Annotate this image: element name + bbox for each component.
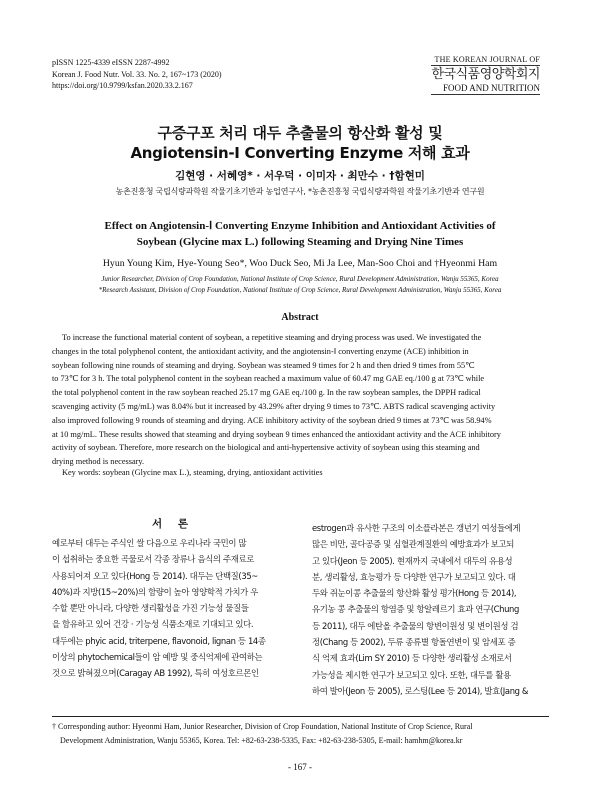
body-column-right [312, 520, 549, 699]
citation: Korean J. Food Nutr. Vol. 33. No. 2, 167~173 (2020) [52, 69, 222, 79]
title-korean [0, 123, 600, 163]
body-line: estrogen과 유사한 구조의 이소플라본은 갱년기 여성들에게 [312, 523, 521, 533]
affiliation-line: Junior Researcher, Division of Crop Foundation, National Institute of Crop Science, Rural Development Administration, Wanju 55365, Korea [101, 275, 499, 283]
abstract-line: the total polyphenol content in the raw soybean reached 25.17 mg GAE eq./100 g. In the raw soybean samples, the DPPH radical [52, 388, 481, 398]
journal-name-kr: 한국식품영양학회지 [431, 67, 540, 82]
corresponding-author-note [52, 720, 549, 747]
body-line: 사용되어져 오고 있다(Hong 등 2014). 대두는 단백질(35~ [52, 570, 258, 581]
journal-logo [431, 55, 540, 96]
abstract-line: changes in the total polyphenol content, the antioxidant activity, and the angiotensin-Ⅰ converting enzyme (ACE) inhibition in [52, 346, 469, 356]
body-line: 40%)과 지방(15~20%)의 함량이 높아 영양학적 가치가 우 [52, 586, 258, 597]
authors-korean: 김현영 · 서혜영* · 서우덕 · 이미자 · 최만수 · †함현미 [175, 170, 425, 182]
abstract-line: also improved following 9 rounds of steaming and drying. ACE inhibitory activity of the soybean dried 9 times at 73℃ was 58.94% [52, 415, 492, 425]
abstract-line: soybean following nine rounds of steaming and drying. Soybean was steamed 9 times for 2 h and then dried 9 times from 55℃ [52, 360, 475, 370]
footnote-line: Development Administration, Wanju 55365, Korea. Tel: +82-63-238-5335, Fax: +82-63-238-5305, E-mail: hamhm@korea.kr [60, 735, 463, 745]
body-line: 이 섭취하는 중요한 곡물로서 각종 장류나 음식의 주재료로 [52, 554, 254, 565]
body-line: 많은 비만, 골다공증 및 심혈관계질환의 예방효과가 보고되 [312, 539, 514, 550]
abstract-body [52, 331, 549, 469]
body-line: 것으로 밝혀졌으며(Caragay AB 1992), 특히 여성호르몬인 [52, 668, 259, 679]
abstract-line: to 73℃ for 3 h. The total polyphenol content in the soybean reached a maximum value of 60.47 mg GAE eq./100 g at 73℃ while [52, 374, 485, 384]
body-line: 대두에는 phyic acid, triterpene, flavonoid, lignan 등 14종 [52, 635, 266, 646]
abstract-line: To increase the functional material content of soybean, a repetitive steaming and drying process was used. We investigated the [62, 333, 482, 342]
body-line: 정(Chang 등 2002), 두류 종류별 항돌연변이 및 암세포 증 [312, 637, 516, 648]
citation-block [52, 57, 222, 92]
body-line: 고 있다(Jeon 등 2005). 현재까지 국내에서 대두의 유용성 [312, 555, 513, 566]
body-line: 식 억제 효과(Lim SY 2010) 등 다양한 생리활성 소재로서 [312, 653, 512, 664]
title-en-line: Effect on Angiotensin-Ⅰ Converting Enzyme Inhibition and Antioxidant Activities of [104, 220, 496, 232]
body-line: 하여 발아(Jeon 등 2005), 로스팅(Lee 등 2014), 발효(Jang & [312, 685, 529, 696]
body-line: 유기농 콩 추출물의 항염증 및 항알레르기 효과 연구(Chung [312, 604, 519, 615]
journal-name-en-bottom: FOOD AND NUTRITION [443, 83, 540, 93]
section-heading-introduction: 서 론 [152, 518, 194, 530]
body-line: 분, 생리활성, 효능평가 등 다양한 연구가 보고되고 있다. 대 [312, 571, 516, 582]
body-line: 수할 뿐만 아니라, 다양한 생리활성을 가진 기능성 물질들 [52, 603, 249, 614]
title-en-line: Soybean (Glycine max L.) following Steaming and Drying Nine Times [136, 236, 464, 248]
issn: pISSN 1225-4339 eISSN 2287-4992 [52, 58, 170, 67]
affiliation-line: *Research Assistant, Division of Crop Foundation, National Institute of Crop Science, Rural Development Administration, Wanju 55365, Korea [98, 285, 502, 294]
abstract-line: activity of soybean. Therefore, more research on the biological and anti-hypertensive activity of soybean using this steaming and [52, 443, 480, 453]
body-line: 가능성을 제시한 연구가 보고되고 있다. 또한, 대두를 활용 [312, 669, 511, 680]
affiliation-korean: 농촌진흥청 국립식량과학원 작물기초기반과 농업연구사, *농촌진흥청 국립식량과학원 작물기초기반과 연구원 [115, 187, 485, 196]
body-line: 을 함유하고 있어 건강 · 기능성 식품소재로 기대되고 있다. [52, 619, 254, 630]
title-english [50, 218, 550, 250]
journal-name-en-top: THE KOREAN JOURNAL OF [434, 55, 540, 64]
keywords: Key words: soybean (Glycine max L.), steaming, drying, antioxidant activities [62, 468, 323, 477]
abstract-line: drying method is necessary. [52, 457, 145, 467]
affiliation-english [0, 274, 600, 295]
body-line: 두와 쥐눈이콩 추출물의 항산화 활성 평가(Hong 등 2014), [312, 588, 517, 599]
title-kr-line: Angiotensin-Ⅰ Converting Enzyme 저해 효과 [130, 144, 470, 162]
footnote-divider [52, 716, 549, 717]
abstract-line: scavenging activity (5 mg/mL) was 8.04% but it increased by 43.29% after drying 9 times to 73℃. ABTS radical scavenging activity [52, 401, 496, 411]
page-number: - 167 - [288, 762, 312, 772]
body-line: 예로부터 대두는 주식인 쌀 다음으로 우리나라 국민이 많 [52, 538, 247, 548]
title-kr-line: 구증구포 처리 대두 추출물의 항산화 활성 및 [157, 124, 443, 142]
body-line: 등 2011), 대두 에탄올 추출물의 항변이원성 및 변이원성 검 [312, 620, 519, 631]
body-column-left [52, 535, 294, 682]
abstract-heading: Abstract [281, 312, 319, 323]
body-line: 이상의 phytochemical들이 암 예방 및 중식억제에 관여하는 [52, 652, 263, 663]
authors-english: Hyun Young Kim, Hye-Young Seo*, Woo Duck Seo, Mi Ja Lee, Man-Soo Choi and †Hyeonmi Ham [102, 258, 498, 269]
doi-link[interactable]: https://doi.org/10.9799/ksfan.2020.33.2.167 [52, 81, 193, 90]
abstract-line: at 10 mg/mL. These results showed that steaming and drying soybean 9 times enhanced the antioxidant activity and the ACE inhibitory [52, 429, 501, 439]
footnote-line: † Corresponding author: Hyeonmi Ham, Junior Researcher, Division of Crop Foundation, National Institute of Crop Science, Rural [52, 722, 473, 731]
